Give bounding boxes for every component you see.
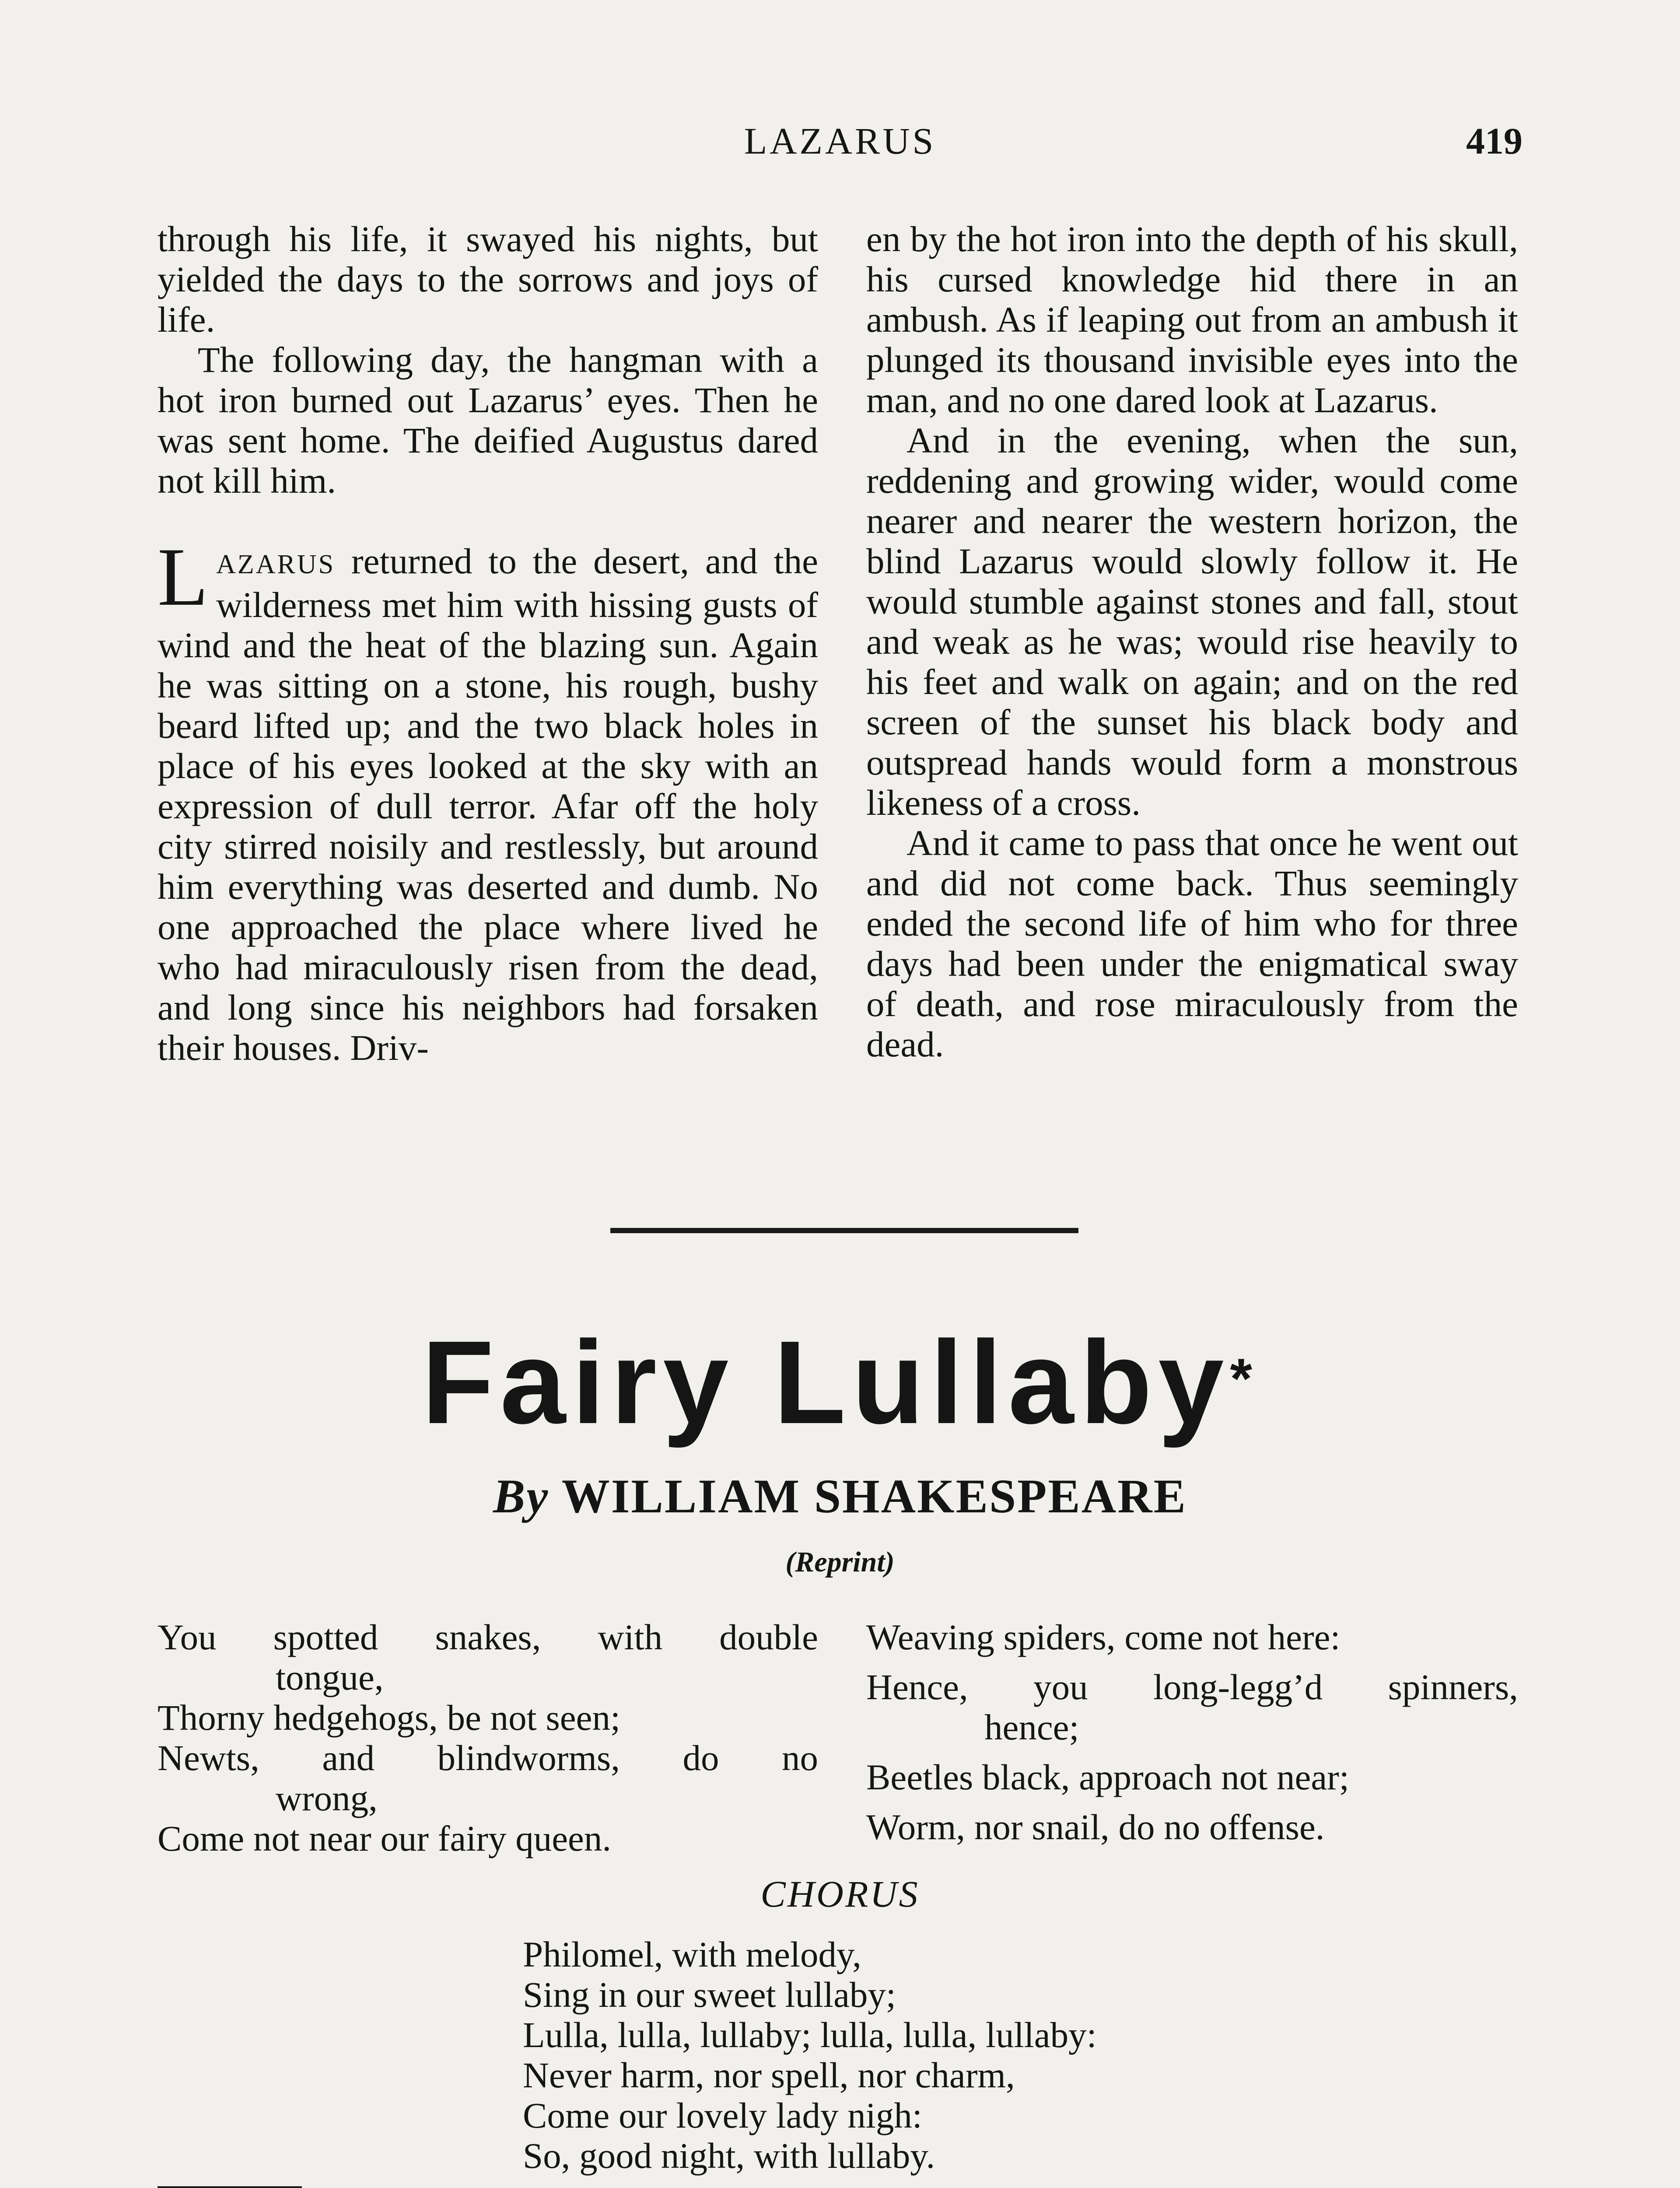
- verse-line: Newts, and blindworms, do no: [158, 1738, 818, 1778]
- byline: [158, 1469, 1522, 1524]
- verse-line: Hence, you long-legg’d spinners,: [866, 1667, 1518, 1707]
- chorus-line: Come our lovely lady nigh:: [523, 2095, 922, 2135]
- verse-line: Worm, nor snail, do no offense.: [866, 1807, 1325, 1847]
- chorus-line: Never harm, nor spell, nor charm,: [523, 2055, 1015, 2095]
- verse-line: You spotted snakes, with double: [158, 1617, 818, 1657]
- left-stanza: [158, 1617, 818, 1858]
- right-stanza: [866, 1617, 1518, 1857]
- page-number: 419: [1466, 120, 1522, 162]
- chorus-heading: CHORUS: [760, 1873, 920, 1915]
- lazarus-paragraph: The following day, the hangman with a hot iron burned out Lazarus’ eyes. Then he was sent home. The deified Augustus dared not kill him.: [158, 340, 818, 501]
- verse-line: Thorny hedgehogs, be not seen;: [158, 1697, 621, 1738]
- footnote-rule: [158, 2186, 302, 2188]
- lazarus-paragraph: And in the evening, when the sun, reddening and growing wider, would come nearer and nearer the western horizon, the blind Lazarus would slowly follow it. He would stumble against stones and fall, stout and weak as he was; would rise heavily to his feet and walk on again; and on the red screen of the sunset his black body and outspread hands would form a monstrous likeness of a cross.: [866, 420, 1518, 823]
- chorus: [523, 1934, 1310, 2176]
- byline-prefix: By: [493, 1469, 550, 1523]
- poem-title-text: Fairy Lullaby: [421, 1317, 1230, 1448]
- verse-line: Beetles black, approach not near;: [866, 1757, 1349, 1797]
- author-name: WILLIAM SHAKESPEARE: [561, 1469, 1187, 1523]
- lazarus-right-column: [866, 219, 1518, 1160]
- lazarus-paragraph: And it came to pass that once he went out and did not come back. Thus seemingly ended the second life of him who for three days had been under the enigmatical sway of death, and rose miraculously from the dead.: [866, 823, 1518, 1064]
- lazarus-paragraph: en by the hot iron into the depth of his skull, his cursed knowledge hid there in an ambush. As if leaping out from an ambush it plunged its thousand invisible eyes into the man, and no one dared look at Lazarus.: [866, 219, 1518, 420]
- chorus-line: Sing in our sweet lullaby;: [523, 1974, 896, 2015]
- reprint-note: (Reprint): [785, 1546, 895, 1578]
- drop-cap: L: [158, 531, 209, 623]
- footnote-mark: *: [1230, 1346, 1259, 1410]
- chorus-line: Lulla, lulla, lullaby; lulla, lulla, lullaby:: [523, 2015, 1097, 2055]
- verse-line: Weaving spiders, come not here:: [866, 1617, 1340, 1657]
- running-head: [158, 119, 1522, 167]
- verse-line: Come not near our fairy queen.: [158, 1818, 612, 1858]
- chorus-line: So, good night, with lullaby.: [523, 2135, 935, 2176]
- lazarus-section-paragraph: [158, 531, 818, 1068]
- verse-line: wrong,: [276, 1778, 378, 1818]
- verse-line: tongue,: [276, 1657, 384, 1697]
- lazarus-left-column: [158, 219, 818, 1160]
- chorus-line: Philomel, with melody,: [523, 1934, 861, 1974]
- poem-title: [158, 1317, 1522, 1448]
- small-caps-lead: AZARUS: [216, 550, 336, 579]
- verse-line: hence;: [984, 1707, 1079, 1747]
- section-divider: [610, 1228, 1078, 1233]
- running-title: LAZARUS: [744, 120, 936, 162]
- section-text: returned to the desert, and the wilderness met him with hissing gusts of wind and the heat of the blazing sun. Again he was sitting on a stone, his rough, bushy beard lifted up; and the two black holes in place of his eyes looked at the sky with an expression of dull terror. Afar off the holy city stirred noisily and restlessly, but around him everything was deserted and dumb. No one approached the place where lived he who had miraculously risen from the dead, and long since his neighbors had forsaken their houses. Driv-: [158, 541, 818, 1068]
- lazarus-paragraph: through his life, it swayed his nights, but yielded the days to the sorrows and joys of life.: [158, 219, 818, 340]
